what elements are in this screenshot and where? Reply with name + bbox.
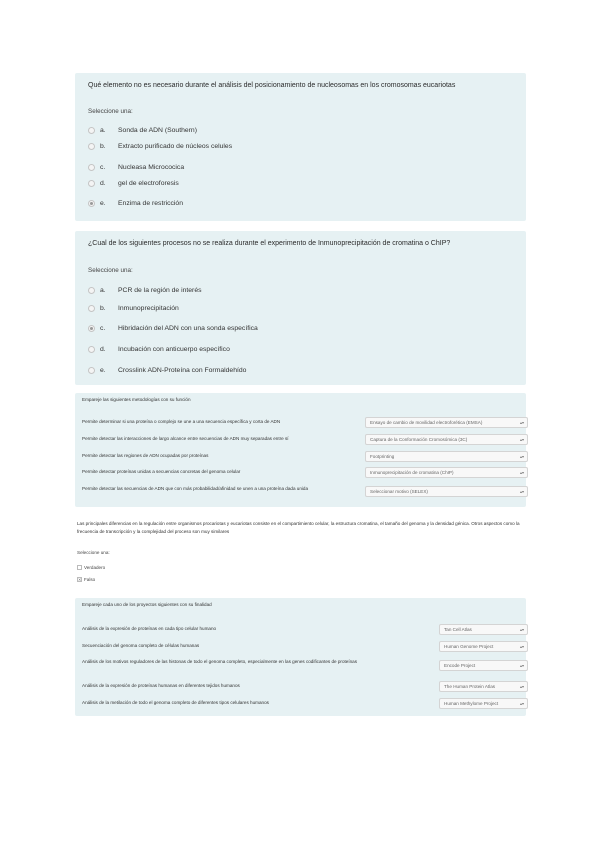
select-label: Seleccione una: [88, 267, 133, 274]
radio-icon[interactable] [88, 143, 95, 150]
select-value: Ensayo de cambio de movilidad electroforética (EMSA) [370, 420, 483, 425]
match-select[interactable] [365, 417, 528, 428]
radio-icon[interactable] [88, 346, 95, 353]
select-value: Encode Project [444, 663, 476, 668]
match-select[interactable] [365, 451, 528, 462]
option-label: Inmunoprecipitación [118, 304, 179, 312]
option-letter: b. [100, 304, 106, 312]
match-label: Permite detectar las regiones de ADN ocupadas por proteínas [82, 453, 209, 458]
option-c[interactable] [88, 162, 184, 172]
matching-card-projects [75, 598, 526, 716]
match-label: Análisis de la metilación de todo el genoma completo de diferentes tipos celulares humanos [82, 700, 269, 705]
question-text: Las principales diferencias en la regulación entre organismos procariotas y eucariotas consiste en el compartimiento celular, la estructura cromatina, el tamaño del genoma y la densidad génica. Otros aspectos como la frecuencia de transcripción y la complejidad del proceso son muy similares [77, 521, 520, 534]
match-label: Permite determinar si una proteína o complejo se une a una secuencia específica y corta de ADN [82, 419, 281, 424]
match-row [82, 417, 524, 430]
option-letter: a. [100, 126, 106, 134]
option-a[interactable] [88, 125, 197, 135]
option-label: Nucleasa Micrococica [118, 163, 185, 171]
question-card-1 [75, 73, 526, 221]
option-letter: c. [100, 163, 106, 171]
question-text: ¿Cual de los siguientes procesos no se realiza durante el experimento de Inmunoprecipitación de cromatina o ChIP? [88, 240, 451, 247]
question-text: Empareje las siguientes metodologías con su función [82, 397, 191, 402]
chevron-updown-icon: ▴▾ [519, 627, 524, 632]
match-row [82, 641, 524, 654]
match-label: Análisis de los motivos reguladores de las histonas de todo el genoma completo, especialmente en las genes codificantes de proteínas [82, 659, 358, 664]
chevron-updown-icon: ▴▾ [519, 701, 524, 706]
match-row [82, 698, 524, 711]
chevron-updown-icon: ▴▾ [519, 470, 524, 475]
select-value: Human Methylome Project [444, 701, 499, 706]
option-label: Sonda de ADN (Southern) [118, 126, 197, 134]
select-label: Seleccione una: [88, 108, 133, 115]
question-card-2 [75, 231, 526, 385]
match-select[interactable] [365, 486, 528, 497]
matching-card-methodologies [75, 393, 526, 507]
option-letter: d. [100, 345, 106, 353]
match-row [82, 624, 524, 637]
match-select[interactable] [365, 434, 528, 445]
radio-checked-icon[interactable] [88, 325, 95, 332]
question-text: Empareje cada uno de los proyectos siguientes con su finalidad [82, 602, 212, 607]
question-text: Qué elemento no es necesario durante el análisis del posicionamiento de nucleosomas en los cromosomas eucariotas [88, 82, 456, 89]
option-label: Incubación con anticuerpo específico [118, 345, 230, 353]
option-a[interactable] [88, 285, 202, 295]
option-label: Extracto purificado de núcleos celules [118, 142, 233, 150]
option-d[interactable] [88, 344, 230, 354]
option-label: Crosslink ADN-Proteína con Formaldehído [118, 366, 247, 374]
option-letter: a. [100, 286, 106, 294]
chevron-updown-icon: ▴▾ [519, 663, 524, 668]
chevron-updown-icon: ▴▾ [519, 437, 524, 442]
option-label: Hibridación del ADN con una sonda específica [118, 324, 258, 332]
radio-icon[interactable] [88, 180, 95, 187]
radio-checked-icon[interactable] [88, 200, 95, 207]
match-label: Permite detectar las secuencias de ADN que con más probabilidad/afinidad se unen a una proteína dada unida [82, 486, 309, 491]
option-letter: d. [100, 179, 106, 187]
chevron-updown-icon: ▴▾ [519, 420, 524, 425]
option-e[interactable] [88, 365, 246, 375]
match-select[interactable] [439, 698, 528, 709]
option-label: Verdadero [84, 565, 106, 570]
checkbox-icon[interactable] [77, 565, 82, 570]
option-label: PCR de la región de interés [118, 286, 202, 294]
select-value: Human Genome Project [444, 644, 494, 649]
match-select[interactable] [439, 624, 528, 635]
option-c[interactable] [88, 323, 258, 333]
radio-icon[interactable] [88, 127, 95, 134]
match-select[interactable] [439, 681, 528, 692]
radio-icon[interactable] [88, 287, 95, 294]
radio-icon[interactable] [88, 305, 95, 312]
match-row [82, 451, 524, 464]
select-value: Tan Cell Atlas [444, 627, 472, 632]
checkbox-checked-icon[interactable]: ✕ [78, 577, 82, 582]
option-true[interactable] [77, 565, 105, 570]
match-label: Análisis de la expresión de proteínas humanas en diferentes tejidos humanos [82, 683, 240, 688]
match-row [82, 681, 524, 694]
chevron-updown-icon: ▴▾ [519, 644, 524, 649]
match-select[interactable] [365, 467, 528, 478]
radio-icon[interactable] [88, 164, 95, 171]
match-row [82, 434, 524, 447]
chevron-updown-icon: ▴▾ [519, 454, 524, 459]
select-value: Captura de la Conformación Cromosómica (3C) [370, 437, 468, 442]
radio-icon[interactable] [88, 367, 95, 374]
option-letter: e. [100, 199, 106, 207]
select-value: Footprinting [370, 454, 395, 459]
match-select[interactable] [439, 641, 528, 652]
option-letter: b. [100, 142, 106, 150]
select-value: Inmunoprecipitación de cromatina (ChIP) [370, 470, 454, 475]
select-label: Seleccione una: [77, 550, 110, 555]
chevron-updown-icon: ▴▾ [519, 684, 524, 689]
option-b[interactable] [88, 303, 179, 313]
option-b[interactable] [88, 141, 232, 151]
option-label: Enzima de restricción [118, 199, 183, 207]
chevron-updown-icon: ▴▾ [519, 489, 524, 494]
match-select[interactable] [439, 660, 528, 671]
match-label: Análisis de la expresión de proteínas en cada tipo celular humano [82, 626, 217, 631]
match-row [82, 657, 524, 677]
option-label: Falso [84, 577, 96, 582]
match-row [82, 484, 524, 500]
match-row [82, 467, 524, 480]
option-false[interactable] [77, 577, 95, 582]
match-label: Permite detectar proteínas unidas a secuencias concretas del genoma celular [82, 469, 241, 474]
option-letter: c. [100, 324, 106, 332]
option-letter: e. [100, 366, 106, 374]
option-e[interactable] [88, 198, 183, 208]
question-card-true-false [75, 515, 526, 592]
option-d[interactable] [88, 178, 179, 188]
select-value: Seleccionar motivo (SELEX) [370, 489, 428, 494]
option-label: gel de electroforesis [118, 179, 179, 187]
match-label: Permite detectar las interacciones de largo alcance entre secuencias de ADN muy separadas entre sí [82, 436, 289, 441]
select-value: The Human Protein Atlas [444, 684, 496, 689]
match-label: Secuenciación del genoma completo de células humanas [82, 643, 200, 648]
